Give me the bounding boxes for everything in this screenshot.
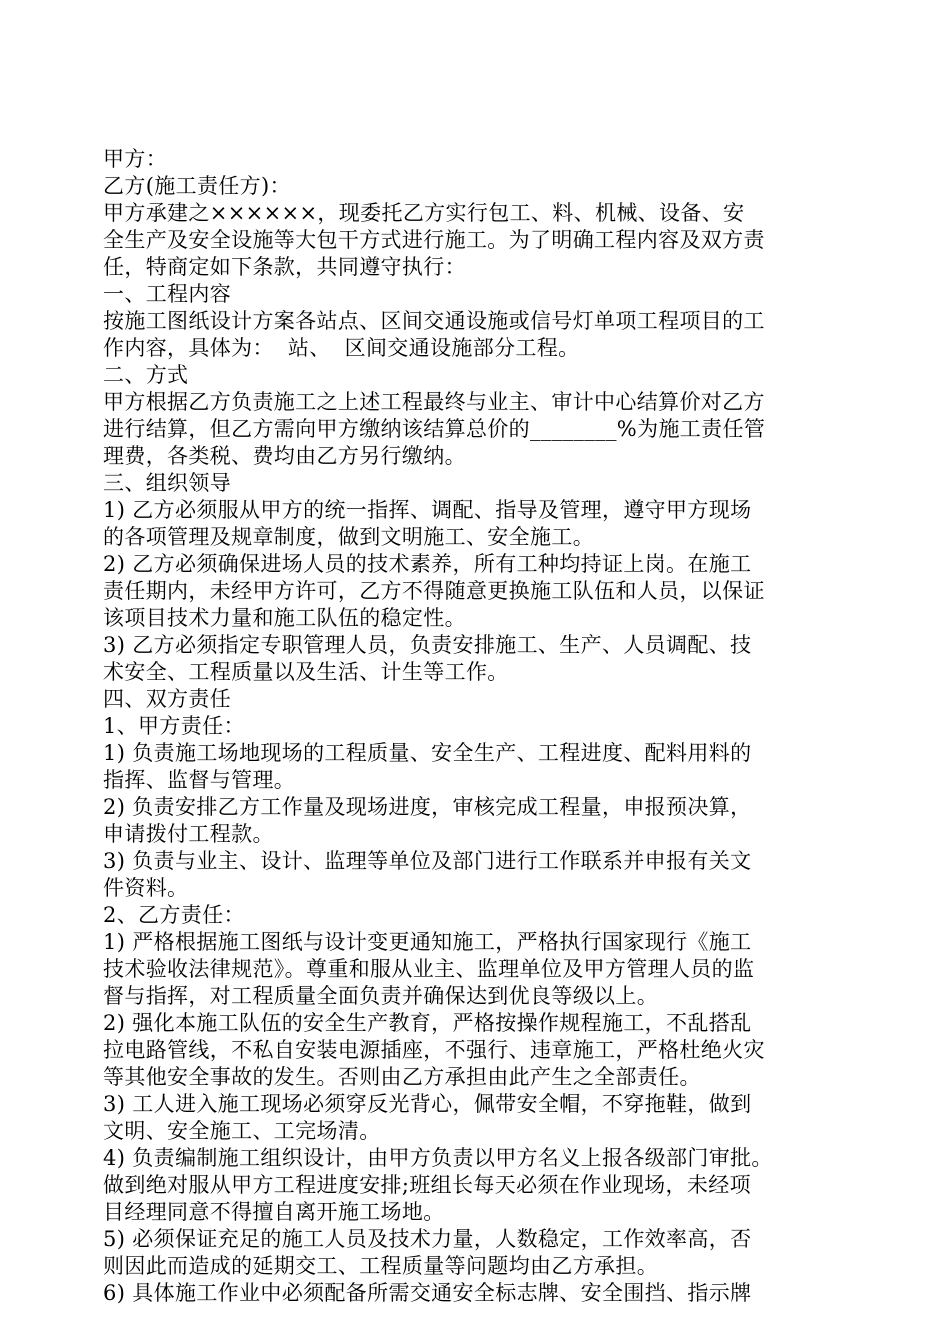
text-line: 3) 乙方必须指定专职管理人员，负责安排施工、生产、人员调配、技 <box>103 633 752 657</box>
text-line: 任，特商定如下条款，共同遵守执行： <box>103 255 466 279</box>
text-line: 6) 具体施工作业中必须配备所需交通安全标志牌、安全围挡、指示牌 <box>103 1281 752 1305</box>
text-line: 督与指挥，对工程质量全面负责并确保达到优良等级以上。 <box>103 984 659 1008</box>
text-line: 3) 负责与业主、设计、监理等单位及部门进行工作联系并申报有关文 <box>103 849 752 873</box>
text-line: 该项目技术力量和施工队伍的稳定性。 <box>103 606 466 630</box>
text-line: 责任期内，未经甲方许可，乙方不得随意更换施工队伍和人员，以保证 <box>103 579 765 603</box>
text-line: 1、甲方责任： <box>103 714 245 738</box>
text-line: 术安全、工程质量以及生活、计生等工作。 <box>103 660 509 684</box>
text-line: 件资料。 <box>103 876 189 900</box>
text-line: 做到绝对服从甲方工程进度安排;班组长每天必须在作业现场，未经项 <box>103 1173 751 1197</box>
text-line: 技术验收法律规范》。尊重和服从业主、监理单位及甲方管理人员的监 <box>103 957 755 981</box>
text-line: 指挥、监督与管理。 <box>103 768 296 792</box>
text-line: 2) 强化本施工队伍的安全生产教育，严格按操作规程施工，不乱搭乱 <box>103 1011 752 1035</box>
text-line: 乙方(施工责任方)： <box>103 174 291 198</box>
text-line: 进行结算，但乙方需向甲方缴纳该结算总价的________%为施工责任管 <box>103 417 766 441</box>
text-line: 按施工图纸设计方案各站点、区间交通设施或信号灯单项工程项目的工 <box>103 309 765 333</box>
text-line: 2、乙方责任： <box>103 903 245 927</box>
text-line: 理费，各类税、费均由乙方另行缴纳。 <box>103 444 466 468</box>
text-line: 2) 乙方必须确保进场人员的技术素养，所有工种均持证上岗。在施工 <box>103 552 752 576</box>
text-line: 1) 乙方必须服从甲方的统一指挥、调配、指导及管理，遵守甲方现场 <box>103 498 752 522</box>
text-line: 拉电路管线，不私自安装电源插座，不强行、违章施工，严格杜绝火灾 <box>103 1038 765 1062</box>
text-line: 1) 严格根据施工图纸与设计变更通知施工，严格执行国家现行《施工 <box>103 930 752 954</box>
document-body <box>103 146 855 1307</box>
text-line: 等其他安全事故的发生。否则由乙方承担由此产生之全部责任。 <box>103 1065 701 1089</box>
text-line: 5) 必须保证充足的施工人员及技术力量，人数稳定，工作效率高，否 <box>103 1227 752 1251</box>
text-line: 甲方根据乙方负责施工之上述工程最终与业主、审计中心结算价对乙方 <box>103 390 765 414</box>
text-line: 甲方承建之××××××，现委托乙方实行包工、料、机械、设备、安 <box>103 201 745 225</box>
text-line: 1) 负责施工场地现场的工程质量、安全生产、工程进度、配料用料的 <box>103 741 752 765</box>
text-line: 申请拨付工程款。 <box>103 822 274 846</box>
text-line: 二、方式 <box>103 363 189 387</box>
text-line: 则因此而造成的延期交工、工程质量等问题均由乙方承担。 <box>103 1254 659 1278</box>
text-line: 三、组织领导 <box>103 471 232 495</box>
text-line: 一、工程内容 <box>103 282 232 306</box>
text-line: 4) 负责编制施工组织设计，由甲方负责以甲方名义上报各级部门审批。 <box>103 1146 773 1170</box>
text-line: 文明、安全施工、工完场清。 <box>103 1119 381 1143</box>
text-line: 的各项管理及规章制度，做到文明施工、安全施工。 <box>103 525 595 549</box>
text-line: 全生产及安全设施等大包干方式进行施工。为了明确工程内容及双方责 <box>103 228 765 252</box>
text-line: 四、双方责任 <box>103 687 232 711</box>
text-line: 2) 负责安排乙方工作量及现场进度，审核完成工程量，申报预决算， <box>103 795 752 819</box>
text-line: 目经理同意不得擅自离开施工场地。 <box>103 1200 445 1224</box>
text-line: 甲方： <box>103 147 168 171</box>
text-line: 3) 工人进入施工现场必须穿反光背心，佩带安全帽，不穿拖鞋，做到 <box>103 1092 752 1116</box>
text-line: 作内容，具体为： 站、 区间交通设施部分工程。 <box>103 336 580 360</box>
